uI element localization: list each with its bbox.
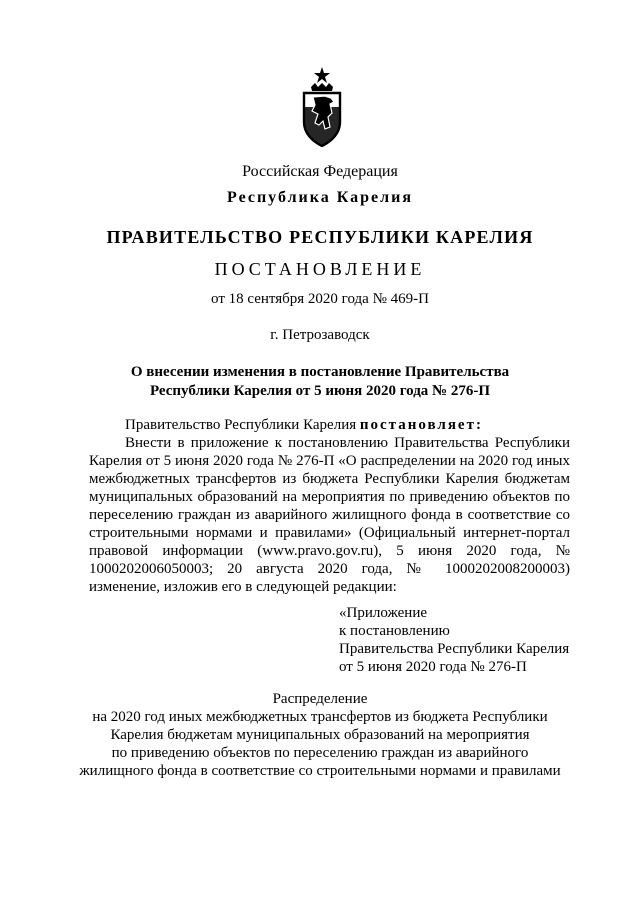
intro-decree-word: постановляет: xyxy=(359,417,483,433)
intro-line xyxy=(89,416,570,434)
subject-line: Республики Карелия от 5 июня 2020 года № 276-П xyxy=(149,383,491,399)
document-subject xyxy=(0,363,640,401)
intro-text: Правительство Республики Карелия xyxy=(125,417,357,433)
distribution-line: Карелия бюджетам муниципальных образований на мероприятия xyxy=(110,727,530,743)
appendix-header xyxy=(339,604,569,676)
city-name: г. Петрозаводск xyxy=(270,327,370,343)
distribution-line: жилищного фонда в соответствие со строительными нормами и правилами xyxy=(79,763,561,779)
appendix-line: к постановлению xyxy=(339,623,450,639)
distribution-line: на 2020 год иных межбюджетных трансфертов из бюджета Республики xyxy=(92,709,548,725)
appendix-line: Правительства Республики Карелия xyxy=(339,641,570,657)
main-paragraph: Внести в приложение к постановлению Правительства Республики Карелия от 5 июня 2020 года № 276-П «О распределении на 2020 год иных межбюджетных трансфертов из бюджета Республики Карелия бюджетам муниципальных образований на мероприятия по приведению объектов по переселению граждан из аварийного жилищного фонда в соответствие со строительными нормами и правилами» (Официальный интернет-портал правовой информации (www.pravo.gov.ru), 5 июня 2020 года, № 1000202006050003; 20 августа 2020 года, № 1000202008200003) изменение, изложив его в следующей редакции: xyxy=(89,435,570,595)
distribution-line: по приведению объектов по переселению граждан из аварийного xyxy=(111,745,529,761)
government-title: ПРАВИТЕЛЬСТВО РЕСПУБЛИКИ КАРЕЛИЯ xyxy=(106,227,534,247)
appendix-line: «Приложение xyxy=(339,605,428,621)
subject-line: О внесении изменения в постановление Правительства xyxy=(130,364,510,380)
republic-name: Республика Карелия xyxy=(227,189,413,206)
appendix-line: от 5 июня 2020 года № 276-П xyxy=(339,659,527,675)
document-type: ПОСТАНОВЛЕНИЕ xyxy=(214,259,426,279)
country-name: Российская Федерация xyxy=(242,163,398,180)
distribution-title xyxy=(0,690,640,780)
document-date-number: от 18 сентября 2020 года № 469-П xyxy=(211,291,429,307)
distribution-line: Распределение xyxy=(272,691,368,707)
karelia-coat-of-arms-icon xyxy=(301,67,343,147)
